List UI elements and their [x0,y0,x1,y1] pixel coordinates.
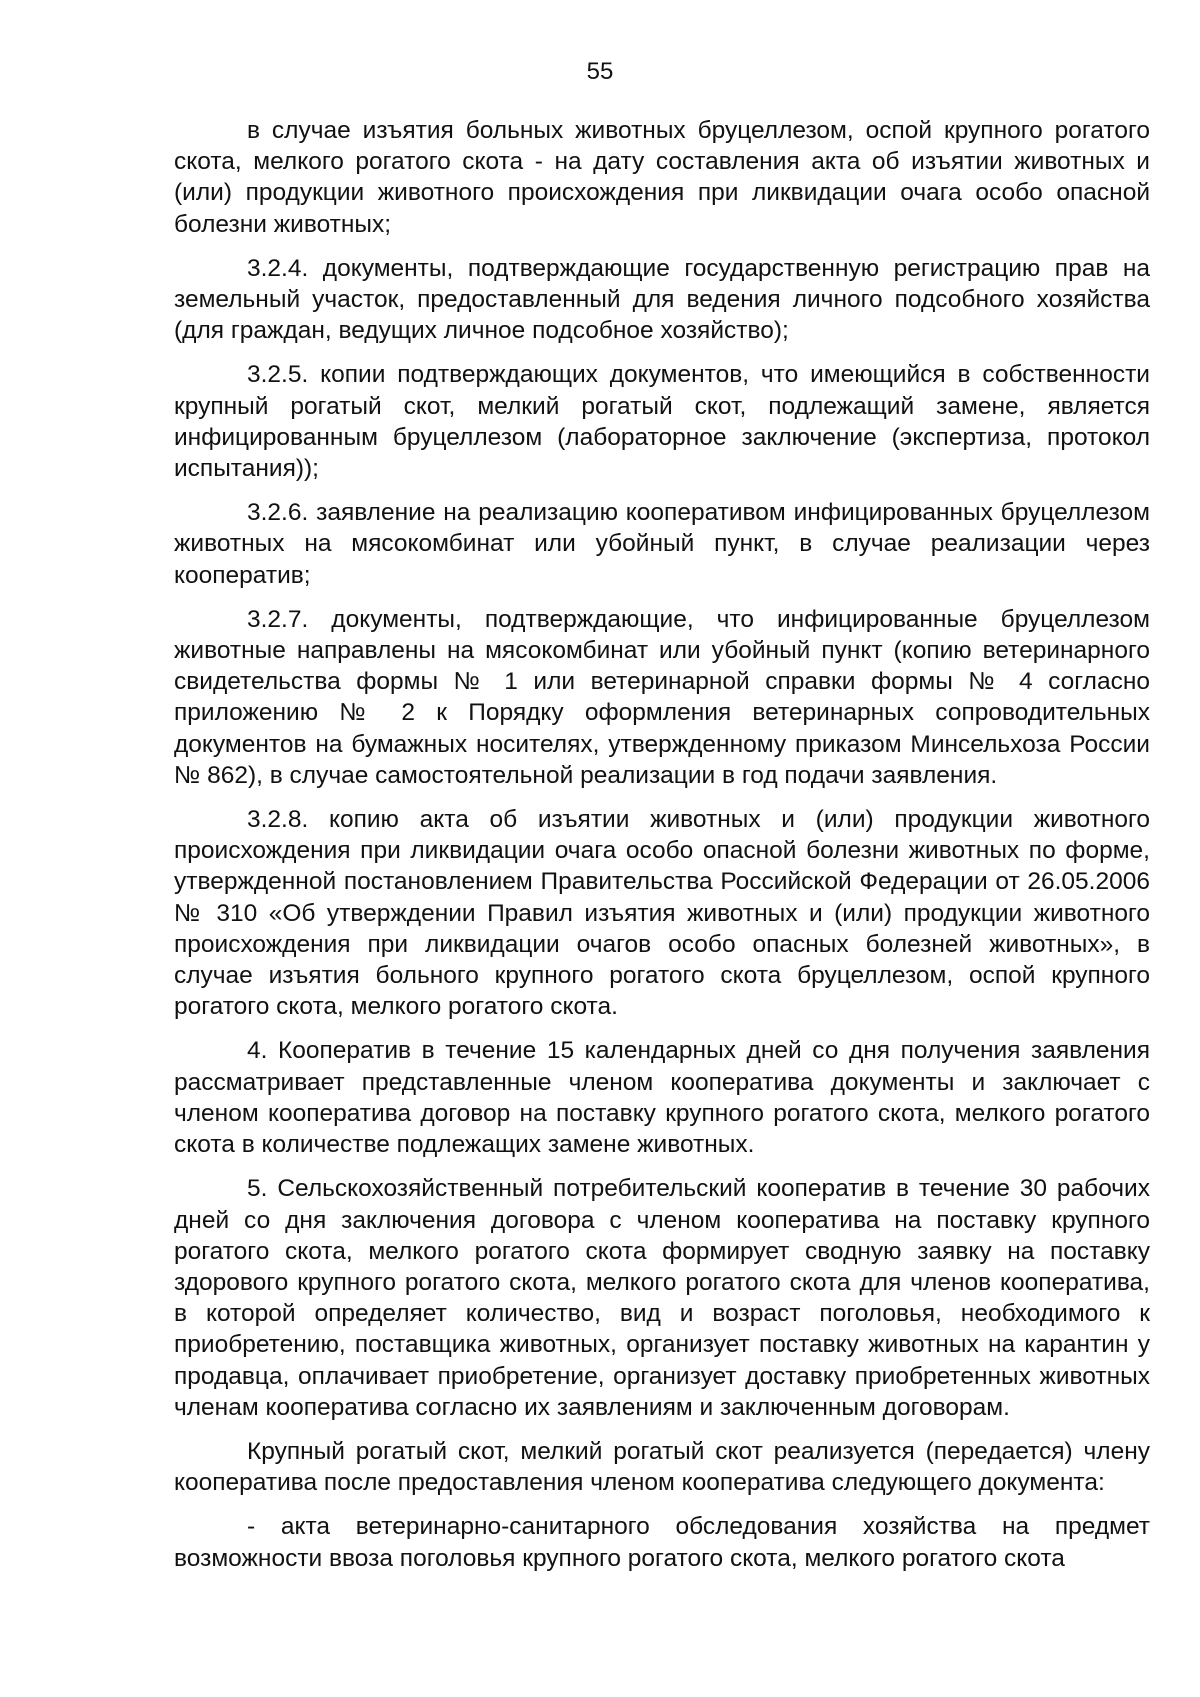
paragraph-3-2-8: 3.2.8. копию акта об изъятии животных и (или) продукции животного происхождения при ликвидации очага особо опасной болезни животных по форме, утвержденной постановлением Правительства Российской Федерации от 26.05.2006 № 310 «Об утверждении Правил изъятия животных и (или) продукции животного происхождения при ликвидации очагов особо опасных болезней животных», в случае изъятия больного крупного рогатого скота бруцеллезом, оспой крупного рогатого скота, мелкого рогатого скота. [174,806,1150,1021]
paragraph-4: 4. Кооператив в течение 15 календарных дней со дня получения заявления рассматривает представленные членом кооператива документы и заключает с членом кооператива договор на поставку крупного рогатого скота, мелкого рогатого скота в количестве подлежащих замене животных. [174,1037,1150,1159]
paragraph-3-2-5: 3.2.5. копии подтверждающих документов, что имеющийся в собственности крупный рогатый скот, мелкий рогатый скот, подлежащий замене, является инфицированным бруцеллезом (лабораторное заключение (экспертиза, протокол испытания)); [174,361,1150,483]
paragraph-livestock-transfer: Крупный рогатый скот, мелкий рогатый скот реализуется (передается) члену кооператива после предоставления членом кооператива следующего документа: [174,1437,1150,1497]
paragraph-3-2-6: 3.2.6. заявление на реализацию кооперативом инфицированных бруцеллезом животных на мясокомбинат или убойный пункт, в случае реализации через кооператив; [174,499,1150,589]
paragraph-5: 5. Сельскохозяйственный потребительский кооператив в течение 30 рабочих дней со дня заключения договора с членом кооператива на поставку крупного рогатого скота, мелкого рогатого скота формирует сводную заявку на поставку здорового крупного рогатого скота, мелкого рогатого скота для членов кооператива, в которой определяет количество, вид и возраст поголовья, необходимого к приобретению, поставщика животных, организует поставку животных на карантин у продавца, оплачивает приобретение, организует доставку приобретенных животных членам кооператива согласно их заявлениям и заключенным договорам. [174,1175,1150,1421]
document-body [174,115,1150,1587]
paragraph-3-2-7: 3.2.7. документы, подтверждающие, что инфицированные бруцеллезом животные направлены на мясокомбинат или убойный пункт (копию ветеринарного свидетельства формы № 1 или ветеринарной справки формы № 4 согласно приложению № 2 к Порядку оформления ветеринарных сопроводительных документов на бумажных носителях, утвержденному приказом Минсельхоза России № 862), в случае самостоятельной реализации в год подачи заявления. [174,605,1150,789]
page-number: 55 [586,58,614,85]
paragraph-removal-date: в случае изъятия больных животных бруцеллезом, оспой крупного рогатого скота, мелкого рогатого скота - на дату составления акта об изъятии животных и (или) продукции животного происхождения при ликвидации очага особо опасной болезни животных; [174,117,1150,238]
paragraph-inspection-act: - акта ветеринарно-санитарного обследования хозяйства на предмет возможности ввоза поголовья крупного рогатого скота, мелкого рогатого скота [174,1513,1150,1572]
paragraph-3-2-4: 3.2.4. документы, подтверждающие государственную регистрацию прав на земельный участок, предоставленный для ведения личного подсобного хозяйства (для граждан, ведущих личное подсобное хозяйство); [174,254,1150,345]
